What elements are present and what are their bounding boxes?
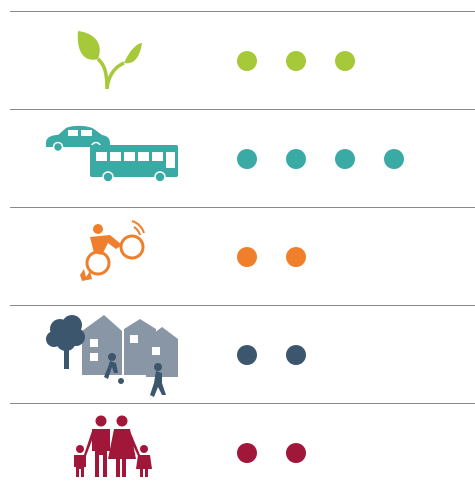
rating-dot [286,51,306,71]
row-transport [0,109,475,207]
row-neighborhood [0,305,475,403]
rating-dot [237,345,257,365]
row-family [0,403,475,501]
car-and-bus-icon [44,125,180,183]
rating-dot [286,149,306,169]
rating-dot [384,149,404,169]
rating-dot [237,149,257,169]
family-icon [68,415,158,479]
rating-dot [335,149,355,169]
rating-dot [237,247,257,267]
neighborhood-with-children-icon [46,311,180,399]
cyclist-crash-icon [76,219,148,285]
rating-dot [286,443,306,463]
row-cycling-safety [0,207,475,305]
row-environment [0,11,475,109]
rating-dot [237,51,257,71]
rating-dot [335,51,355,71]
sprout-icon [76,29,142,91]
rating-dot [237,443,257,463]
rating-dot [286,345,306,365]
rating-dot [286,247,306,267]
